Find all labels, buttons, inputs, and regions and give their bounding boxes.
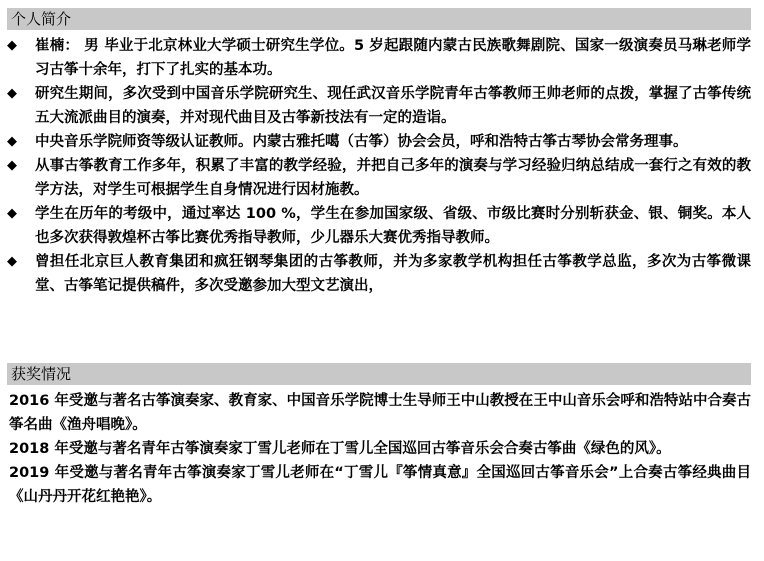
- profile-item: [7, 130, 751, 154]
- diamond-bullet-icon: ◆: [7, 254, 17, 269]
- awards-section: [7, 363, 751, 509]
- profile-heading: 个人简介: [7, 8, 751, 30]
- profile-item-text: 崔楠： 男 毕业于北京林业大学硕士研究生学位。5 岁起跟随内蒙古民族歌舞剧院、国家一级演奏员马琳老师学习古筝十余年，打下了扎实的基本功。: [35, 38, 751, 78]
- award-item: 2019 年受邀与著名青年古筝演奏家丁雪儿老师在“丁雪儿『筝情真意』全国巡回古筝音乐会”上合奏古筝经典曲目《山丹丹开花红艳艳》。: [9, 465, 751, 505]
- diamond-bullet-icon: ◆: [7, 38, 17, 53]
- diamond-bullet-icon: ◆: [7, 206, 17, 221]
- diamond-bullet-icon: ◆: [7, 134, 17, 149]
- profile-item-text: 曾担任北京巨人教育集团和疯狂钢琴集团的古筝教师，并为多家教学机构担任古筝教学总监，多次为古筝微课堂、古筝笔记提供稿件，多次受邀参加大型文艺演出，: [35, 254, 751, 294]
- profile-item: [7, 82, 751, 130]
- award-item: 2018 年受邀与著名青年古筝演奏家丁雪儿老师在丁雪儿全国巡回古筝音乐会合奏古筝曲《绿色的风》。: [9, 441, 671, 457]
- profile-item: [7, 34, 751, 82]
- profile-item-text: 学生在历年的考级中，通过率达 100 %，学生在参加国家级、省级、市级比赛时分别斩获金、银、铜奖。本人也多次获得敦煌杯古筝比赛优秀指导教师，少儿器乐大赛优秀指导教师。: [35, 206, 751, 246]
- profile-item: [7, 154, 751, 202]
- profile-item-text: 从事古筝教育工作多年，积累了丰富的教学经验，并把自己多年的演奏与学习经验归纳总结成一套行之有效的教学方法，对学生可根据学生自身情况进行因材施教。: [35, 158, 751, 198]
- diamond-bullet-icon: ◆: [7, 158, 17, 173]
- diamond-bullet-icon: ◆: [7, 86, 17, 101]
- profile-section: [7, 8, 751, 298]
- profile-item: [7, 202, 751, 250]
- profile-item-text: 中央音乐学院师资等级认证教师。内蒙古雅托噶（古筝）协会会员，呼和浩特古筝古琴协会常务理事。: [35, 134, 688, 150]
- award-item: 2016 年受邀与著名古筝演奏家、教育家、中国音乐学院博士生导师王中山教授在王中山音乐会呼和浩特站中合奏古筝名曲《渔舟唱晚》。: [9, 393, 751, 433]
- profile-item-text: 研究生期间，多次受到中国音乐学院研究生、现任武汉音乐学院青年古筝教师王帅老师的点拨，掌握了古筝传统五大流派曲目的演奏，并对现代曲目及古筝新技法有一定的造诣。: [35, 86, 751, 126]
- profile-item: [7, 250, 751, 298]
- awards-heading: 获奖情况: [7, 363, 751, 385]
